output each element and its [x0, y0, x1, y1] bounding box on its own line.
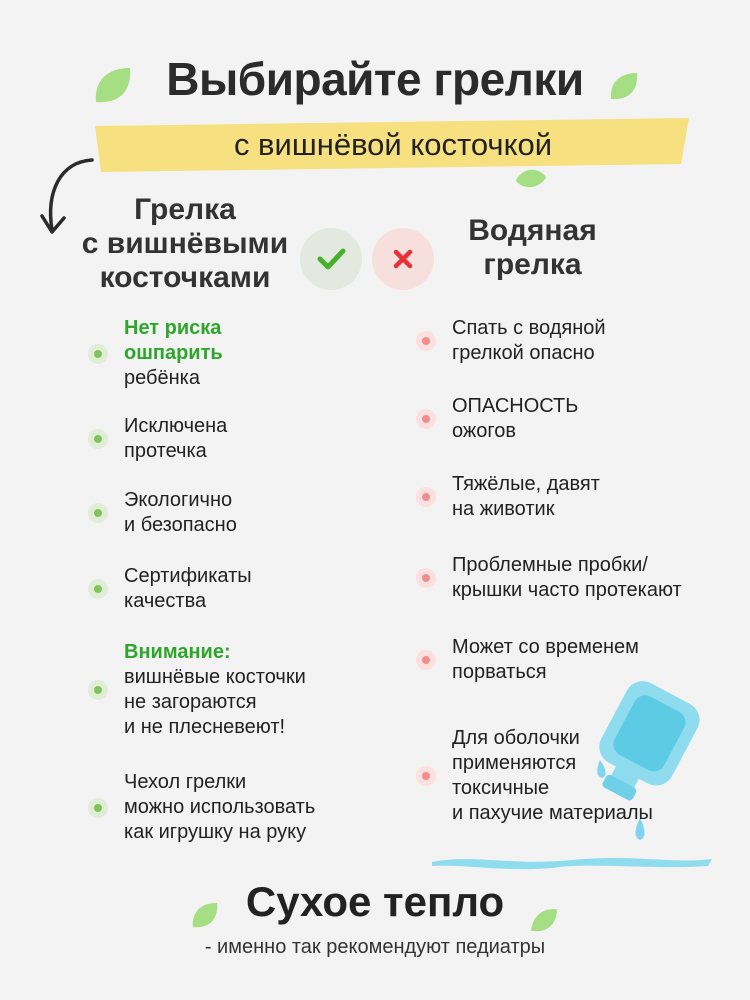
- item-text: Проблемные пробки/: [452, 554, 648, 576]
- benefits-list: [88, 0, 378, 1000]
- list-item: [88, 770, 315, 845]
- item-text: порваться: [452, 661, 547, 683]
- bullet-icon: [416, 766, 436, 786]
- page-title: Выбирайте грелки: [166, 53, 584, 105]
- item-text: вишнёвые косточки: [124, 666, 306, 688]
- item-text: Может со временем: [452, 636, 639, 658]
- item-text: ожогов: [452, 420, 517, 442]
- right-heading-line: грелка: [483, 248, 582, 281]
- drawbacks-list: [416, 0, 736, 1000]
- item-text: Экологично: [124, 489, 233, 511]
- page-subtitle: с вишнёвой косточкой: [233, 127, 553, 162]
- list-item: [416, 394, 578, 444]
- item-text: можно использовать: [124, 796, 316, 818]
- bullet-icon: [416, 568, 436, 588]
- list-item: [88, 488, 237, 538]
- item-text: Сертификаты: [124, 565, 252, 587]
- item-text: Чехол грелки: [124, 771, 247, 793]
- item-text: ребёнка: [124, 367, 200, 389]
- bullet-icon: [416, 331, 436, 351]
- list-item: [88, 640, 306, 740]
- left-heading-line: Грелка: [134, 193, 236, 226]
- left-heading-line: с вишнёвыми: [81, 227, 289, 260]
- list-item: [416, 316, 606, 366]
- item-text: ОПАСНОСТЬ: [452, 395, 579, 417]
- item-text: Для оболочки: [452, 727, 580, 749]
- list-item: [416, 472, 600, 522]
- bullet-icon: [88, 429, 108, 449]
- list-item: [88, 414, 227, 464]
- item-text: на животик: [452, 498, 555, 520]
- list-item: [88, 316, 223, 391]
- highlight-text: ошпарить: [124, 342, 223, 364]
- bullet-icon: [88, 798, 108, 818]
- item-text: Спать с водяной: [452, 317, 606, 339]
- list-item: [88, 564, 252, 614]
- item-text: грелкой опасно: [452, 342, 595, 364]
- item-text: и пахучие материалы: [452, 802, 653, 824]
- bottom-title: Сухое тепло: [245, 878, 505, 925]
- item-text: качества: [124, 590, 207, 612]
- item-text: и безопасно: [124, 514, 237, 536]
- item-text: и не плесневеют!: [124, 716, 286, 738]
- bullet-icon: [88, 503, 108, 523]
- list-item: [416, 553, 682, 603]
- item-text: применяются: [452, 752, 577, 774]
- bullet-icon: [416, 487, 436, 507]
- list-item: [416, 726, 653, 826]
- bottom-subtitle: - именно так рекомендуют педиатры: [204, 936, 546, 958]
- bullet-icon: [416, 409, 436, 429]
- item-text: протечка: [124, 440, 207, 462]
- item-text: Тяжёлые, давят: [452, 473, 600, 495]
- bullet-icon: [416, 650, 436, 670]
- right-heading-line: Водяная: [468, 214, 597, 247]
- highlight-text: Нет риска: [124, 317, 222, 339]
- item-text: Исключена: [124, 415, 228, 437]
- item-text: токсичные: [452, 777, 550, 799]
- bullet-icon: [88, 579, 108, 599]
- item-text: крышки часто протекают: [452, 579, 682, 601]
- bullet-icon: [88, 680, 108, 700]
- highlight-text: Внимание:: [124, 641, 231, 663]
- left-heading-line: косточками: [99, 261, 271, 294]
- bullet-icon: [88, 344, 108, 364]
- item-text: не загораются: [124, 691, 257, 713]
- list-item: [416, 635, 639, 685]
- item-text: как игрушку на руку: [124, 821, 307, 843]
